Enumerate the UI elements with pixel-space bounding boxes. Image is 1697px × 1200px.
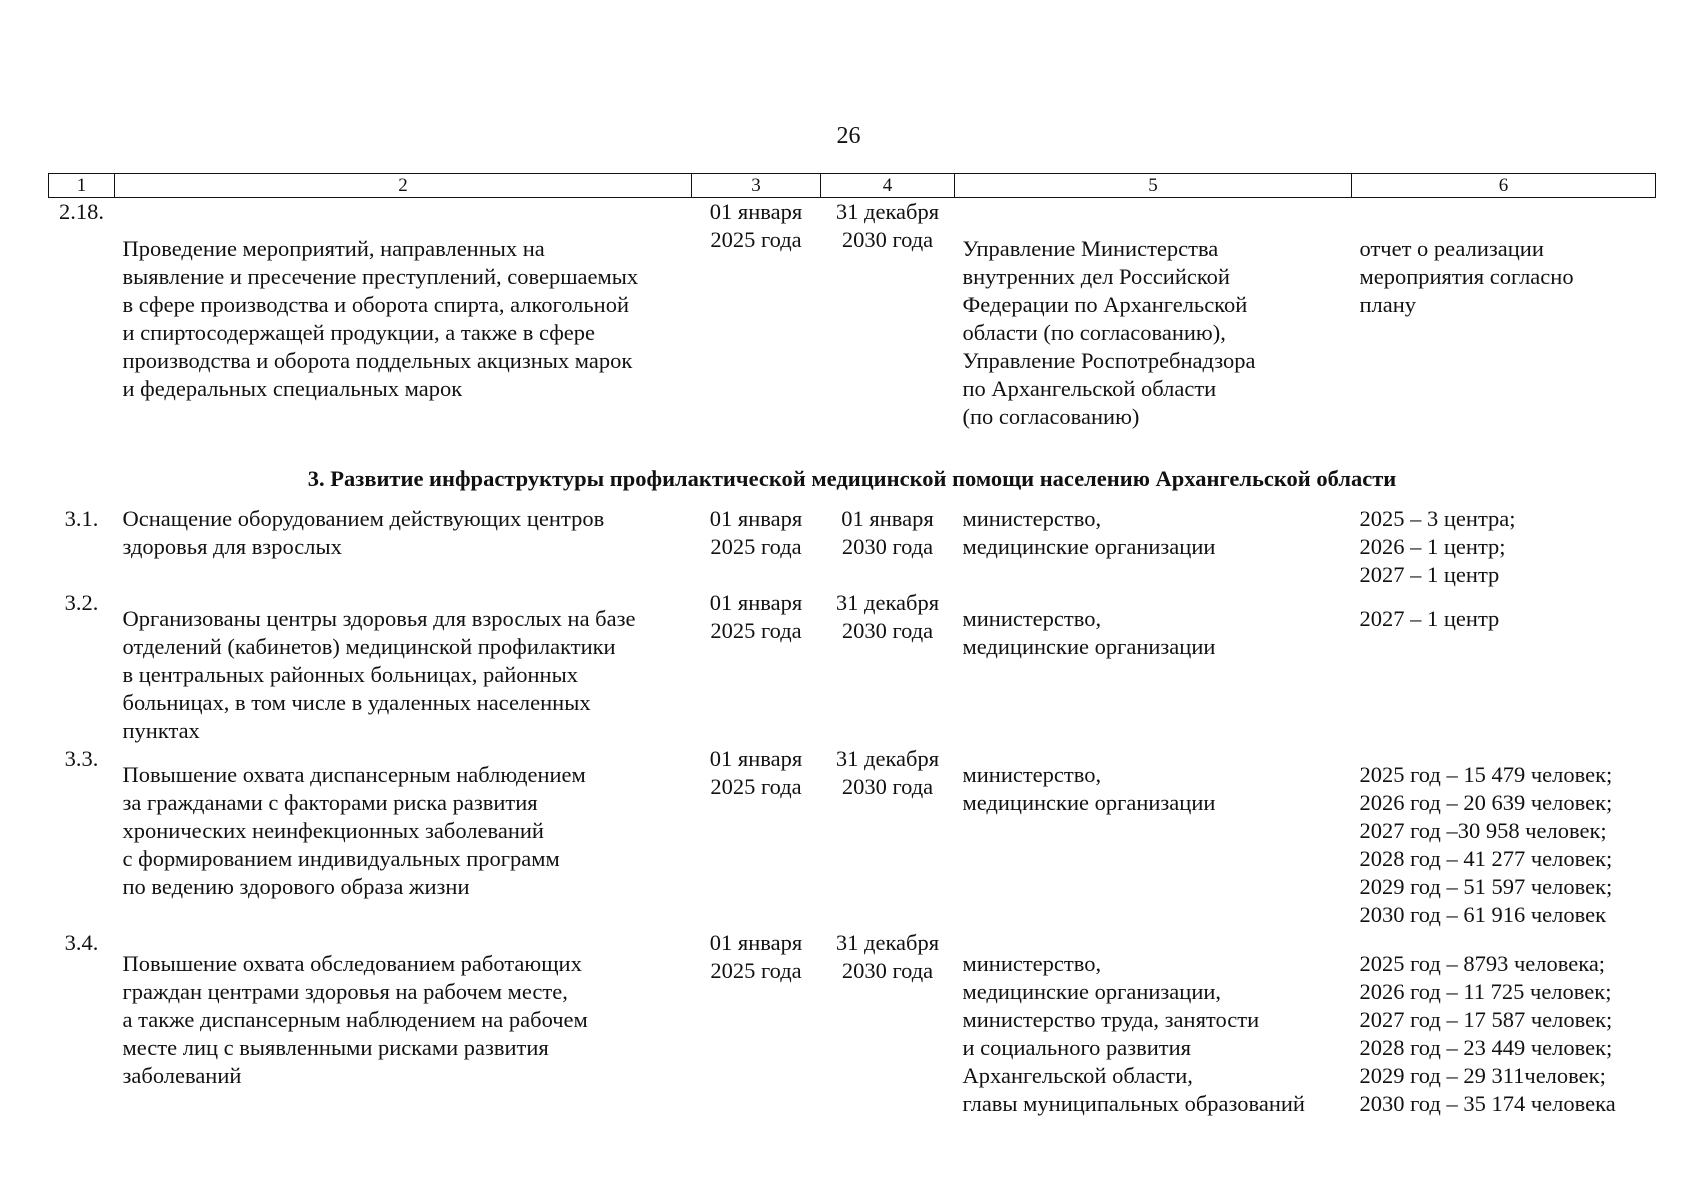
expected-result-line: плану <box>1359 292 1417 317</box>
end-date-line: 2030 года <box>841 958 934 983</box>
expected-result-line: 2026 год – 11 725 человек; <box>1359 979 1612 1004</box>
header-cell: 2 <box>115 174 692 198</box>
responsible-party <box>955 198 1352 432</box>
responsible-party-line: (по согласованию) <box>962 404 1140 429</box>
plan-table <box>48 173 1656 1118</box>
activity-description-line: и спиртосодержащей продукции, а также в сфере <box>122 320 596 345</box>
expected-result <box>1352 929 1656 1118</box>
activity-description <box>115 505 692 589</box>
responsible-party-line: медицинские организации, <box>962 979 1222 1004</box>
expected-result-line: отчет о реализации <box>1359 236 1544 261</box>
responsible-party-line: медицинские организации <box>962 790 1216 815</box>
expected-result-line: 2025 – 3 центра; <box>1359 506 1516 531</box>
expected-result <box>1352 745 1656 929</box>
activity-description-line: производства и оборота поддельных акцизных марок <box>122 348 633 373</box>
expected-result-line: 2025 год – 8793 человека; <box>1359 951 1606 976</box>
end-date-line: 31 декабря <box>835 930 940 955</box>
activity-description <box>115 929 692 1118</box>
section-title: 3. Развитие инфраструктуры профилактической медицинской помощи населению Архангельской области <box>307 466 1397 491</box>
item-number: 3.3. <box>64 746 99 771</box>
activity-description-line: с формированием индивидуальных программ <box>122 846 560 871</box>
activity-description-line: Организованы центры здоровья для взрослых на базе <box>122 606 636 631</box>
activity-description-line: и федеральных специальных марок <box>122 376 463 401</box>
responsible-party-line: Управление Министерства <box>962 236 1219 261</box>
activity-description <box>115 745 692 929</box>
header-cell: 1 <box>49 174 115 198</box>
end-date-line: 01 января <box>841 506 934 531</box>
responsible-party-line: Федерации по Архангельской <box>962 292 1248 317</box>
start-date <box>692 745 821 929</box>
item-number: 2.18. <box>59 199 104 224</box>
responsible-party <box>955 929 1352 1118</box>
start-date <box>692 929 821 1118</box>
responsible-party <box>955 745 1352 929</box>
end-date-line: 2030 года <box>841 618 934 643</box>
expected-result-line: 2030 год – 35 174 человека <box>1359 1091 1616 1116</box>
activity-description-line: месте лиц с выявленными рисками развития <box>122 1035 549 1060</box>
item-number: 3.1. <box>64 506 99 531</box>
expected-result-line: 2026 – 1 центр; <box>1359 534 1506 559</box>
responsible-party-line: министерство, <box>962 506 1102 531</box>
activity-description-line: хронических неинфекционных заболеваний <box>122 818 544 843</box>
start-date-line: 01 января <box>709 746 803 771</box>
start-date <box>692 198 821 432</box>
start-date-line: 2025 года <box>710 958 802 983</box>
responsible-party-line: Архангельской области, <box>962 1063 1193 1088</box>
start-date-line: 2025 года <box>710 774 802 799</box>
responsible-party-line: министерство труда, занятости <box>962 1007 1260 1032</box>
start-date <box>692 589 821 745</box>
start-date-line: 2025 года <box>710 534 802 559</box>
activity-description-line: граждан центрами здоровья на рабочем месте, <box>122 979 568 1004</box>
end-date <box>821 198 955 432</box>
end-date-line: 2030 года <box>841 534 934 559</box>
end-date <box>821 745 955 929</box>
activity-description-line: здоровья для взрослых <box>122 534 342 559</box>
activity-description-line: заболеваний <box>122 1063 242 1088</box>
responsible-party-line: по Архангельской области <box>962 376 1217 401</box>
activity-description-line: больницах, в том числе в удаленных населенных <box>122 690 591 715</box>
activity-description <box>115 198 692 432</box>
section-heading-row <box>49 431 1656 505</box>
expected-result-line: 2027 – 1 центр <box>1359 606 1500 631</box>
start-date-line: 2025 года <box>710 618 802 643</box>
start-date-line: 2025 года <box>710 227 802 252</box>
header-cell: 4 <box>821 174 955 198</box>
responsible-party-line: Управление Роспотребнадзора <box>962 348 1256 373</box>
column-number-header <box>49 174 1656 198</box>
activity-description-line: за гражданами с факторами риска развития <box>122 790 538 815</box>
expected-result-line: мероприятия согласно <box>1359 264 1574 289</box>
activity-description-line: Проведение мероприятий, направленных на <box>122 236 545 261</box>
expected-result-line: 2025 год – 15 479 человек; <box>1359 762 1613 787</box>
end-date <box>821 505 955 589</box>
expected-result-line: 2029 год – 51 597 человек; <box>1359 874 1613 899</box>
responsible-party-line: главы муниципальных образований <box>962 1091 1305 1116</box>
end-date <box>821 589 955 745</box>
expected-result-line: 2028 год – 23 449 человек; <box>1359 1035 1613 1060</box>
activity-description-line: Оснащение оборудованием действующих центров <box>122 506 605 531</box>
activity-description-line: в сфере производства и оборота спирта, алкогольной <box>122 292 629 317</box>
header-cell: 6 <box>1352 174 1656 198</box>
activity-description-line: Повышение охвата обследованием работающих <box>122 951 582 976</box>
responsible-party-line: министерство, <box>962 606 1102 631</box>
start-date-line: 01 января <box>709 199 803 224</box>
end-date-line: 31 декабря <box>835 746 940 771</box>
page-number: 26 <box>836 123 861 149</box>
start-date-line: 01 января <box>709 590 803 615</box>
expected-result-line: 2027 – 1 центр <box>1359 562 1500 587</box>
expected-result-line: 2027 год – 17 587 человек; <box>1359 1007 1613 1032</box>
responsible-party-line: и социального развития <box>962 1035 1192 1060</box>
expected-result <box>1352 589 1656 745</box>
end-date-line: 31 декабря <box>835 590 940 615</box>
expected-result-line: 2030 год – 61 916 человек <box>1359 902 1607 927</box>
expected-result-line: 2026 год – 20 639 человек; <box>1359 790 1613 815</box>
item-number: 3.2. <box>64 590 99 615</box>
responsible-party <box>955 589 1352 745</box>
end-date <box>821 929 955 1118</box>
responsible-party-line: области (по согласованию), <box>962 320 1226 345</box>
activity-description-line: по ведению здорового образа жизни <box>122 874 470 899</box>
item-number: 3.4. <box>64 930 99 955</box>
expected-result-line: 2028 год – 41 277 человек; <box>1359 846 1613 871</box>
activity-description <box>115 589 692 745</box>
start-date-line: 01 января <box>709 506 803 531</box>
start-date-line: 01 января <box>709 930 803 955</box>
responsible-party-line: внутренних дел Российской <box>962 264 1230 289</box>
expected-result-line: 2029 год – 29 311человек; <box>1359 1063 1606 1088</box>
responsible-party <box>955 505 1352 589</box>
activity-description-line: Повышение охвата диспансерным наблюдением <box>122 762 586 787</box>
header-cell: 5 <box>955 174 1352 198</box>
table-row <box>49 929 1656 1118</box>
end-date-line: 31 декабря <box>835 199 940 224</box>
activity-description-line: выявление и пресечение преступлений, совершаемых <box>122 264 639 289</box>
table-row <box>49 505 1656 589</box>
end-date-line: 2030 года <box>841 227 934 252</box>
table-row <box>49 745 1656 929</box>
activity-description-line: отделений (кабинетов) медицинской профилактики <box>122 634 616 659</box>
table-row <box>49 198 1656 432</box>
header-cell: 3 <box>692 174 821 198</box>
activity-description-line: пунктах <box>122 718 200 743</box>
expected-result <box>1352 198 1656 432</box>
responsible-party-line: министерство, <box>962 762 1102 787</box>
activity-description-line: а также диспансерным наблюдением на рабочем <box>122 1007 588 1032</box>
expected-result-line: 2027 год –30 958 человек; <box>1359 818 1607 843</box>
end-date-line: 2030 года <box>841 774 934 799</box>
responsible-party-line: медицинские организации <box>962 534 1216 559</box>
expected-result <box>1352 505 1656 589</box>
responsible-party-line: министерство, <box>962 951 1102 976</box>
responsible-party-line: медицинские организации <box>962 634 1216 659</box>
activity-description-line: в центральных районных больницах, районных <box>122 662 578 687</box>
start-date <box>692 505 821 589</box>
table-row <box>49 589 1656 745</box>
